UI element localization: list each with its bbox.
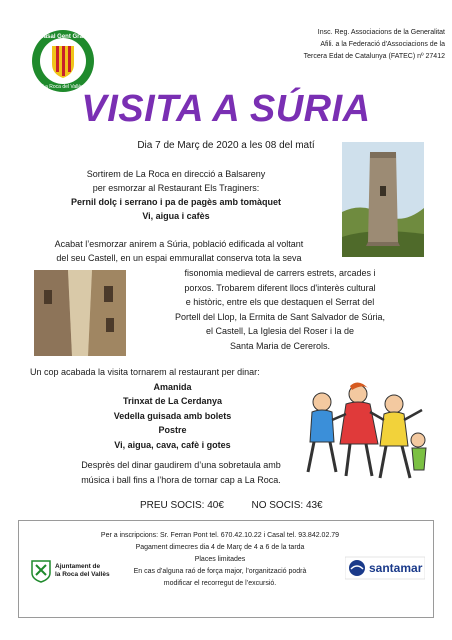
text-line: porxos. Trobarem diferent llocs d'interès cultural <box>184 282 376 293</box>
sponsor-name: santamar <box>369 561 423 575</box>
visit-intro <box>20 237 338 265</box>
text-line: música i ball fins a l’hora de tornar cap a La Roca. <box>81 474 281 485</box>
street-photo <box>34 270 126 356</box>
svg-text:La Roca del Vallès: La Roca del Vallès <box>42 84 84 90</box>
menu-item: Vi, aigua i cafès <box>142 211 210 221</box>
after-lunch-section <box>55 458 307 487</box>
footer-line: Pagament dimecres dia 4 de Març de 4 a 6 de la tarda <box>135 544 305 551</box>
ajuntament-shield-icon <box>30 559 52 583</box>
page-title: VISITA A SÚRIA <box>81 88 371 130</box>
registration-line: Insc. Reg. Associacions de la Generalitat <box>317 29 445 36</box>
ajuntament-logo <box>30 559 110 583</box>
registration-info <box>250 27 445 63</box>
text-line: Un cop acabada la visita tornarem al restaurant per dinar: <box>30 367 260 377</box>
prices <box>140 500 323 511</box>
svg-text:Casal Gent Gran: Casal Gent Gran <box>39 34 87 40</box>
text-line: Portell del Llop, la Ermita de Sant Salvador de Súria, <box>174 311 386 322</box>
registration-line: Afili. a la Federació d'Associacions de la <box>320 41 445 48</box>
visit-description <box>130 266 430 353</box>
tower-photo <box>342 142 424 257</box>
lunch-section <box>30 365 315 452</box>
registration-line: Tercera Edat de Catalunya (FATEC) nº 27412 <box>303 53 445 60</box>
text-line: e històric, entre els que destaquen el Serrat del <box>185 297 375 307</box>
footer-line: modificar el recorregut de l’excursió. <box>163 580 277 587</box>
text-line: Acabat l’esmorzar anirem a Súria, població edificada al voltant <box>54 239 304 249</box>
footer-line: Per a inscripcions: Sr. Ferran Pont tel. 670.42.10.22 i Casal tel. 93.842.02.79 <box>100 532 340 539</box>
text-line: fisonomia medieval de carrers estrets, arcades i <box>184 268 376 278</box>
footer-info <box>70 530 370 590</box>
casal-logo <box>30 28 96 94</box>
text-line: Desprès del dinar gaudirem d’una sobretaula amb <box>81 460 281 470</box>
text-line: Santa Maria de Cererols. <box>229 340 331 351</box>
menu-item: Vi, aigua, cava, cafè i gotes <box>114 439 231 450</box>
ajuntament-line: Ajuntament de <box>55 563 101 570</box>
footer-line: Places limitades <box>194 556 246 563</box>
menu-item: Pernil dolç i serrano i pa de pagès amb tomàquet <box>70 197 282 207</box>
menu-item: Amanida <box>153 381 192 392</box>
menu-item: Vedella guisada amb bolets <box>113 410 232 421</box>
santamar-logo <box>345 555 425 581</box>
non-member-price: NO SOCIS: 43€ <box>251 500 323 511</box>
text-line: el Castell, La Iglesia del Roser i la de <box>205 326 355 336</box>
event-date: Dia 7 de Març de 2020 a les 08 del matí <box>137 140 315 151</box>
dancers-illustration <box>300 380 430 488</box>
breakfast-section <box>40 167 312 223</box>
text-line: per esmorzar al Restaurant Els Traginers: <box>92 183 260 193</box>
ajuntament-name <box>55 563 110 579</box>
menu-item: Trinxat de La Cerdanya <box>122 396 223 406</box>
menu-item: Postre <box>158 425 187 435</box>
ajuntament-line: la Roca del Vallès <box>55 571 110 578</box>
text-line: Sortirem de La Roca en direcció a Balsareny <box>86 169 266 179</box>
text-line: del seu Castell, en un espai emmurallat conserva tota la seva <box>56 253 302 263</box>
footer-line: En cas d’alguna raó de força major, l’organització podrà <box>133 568 307 575</box>
member-price: PREU SOCIS: 40€ <box>140 500 224 511</box>
